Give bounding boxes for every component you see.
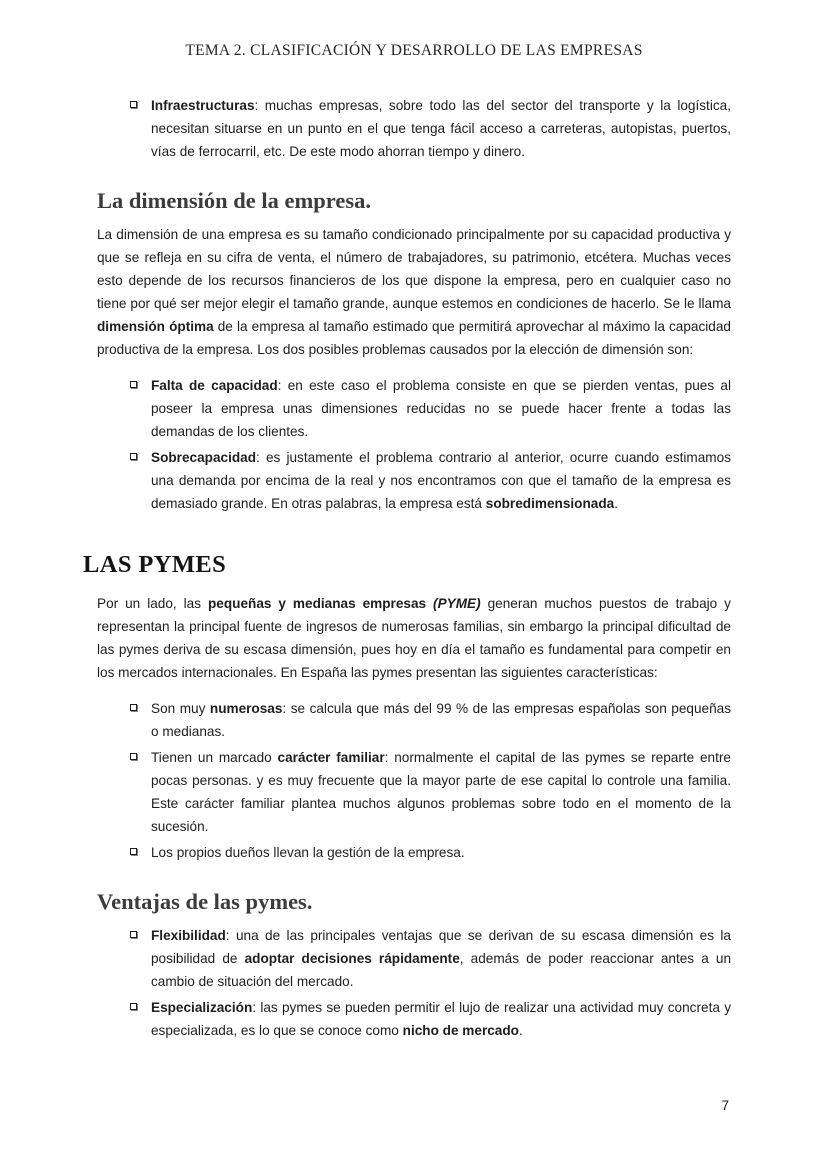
bullet-item-numerosas bbox=[130, 697, 731, 743]
bullet-text-duenos-gestion: Los propios dueños llevan la gestión de la empresa. bbox=[151, 845, 465, 860]
square-bullet-icon bbox=[130, 446, 151, 515]
document-header-title: TEMA 2. CLASIFICACIÓN Y DESARROLLO DE LAS EMPRESAS bbox=[185, 42, 643, 59]
square-bullet-icon bbox=[130, 996, 151, 1042]
square-bullet-icon bbox=[130, 374, 151, 443]
bullet-item-duenos-gestion bbox=[130, 841, 731, 864]
heading-ventajas-pymes: Ventajas de las pymes. bbox=[97, 889, 313, 914]
square-bullet-icon bbox=[130, 94, 151, 163]
bullet-item-sobrecapacidad bbox=[130, 446, 731, 515]
bullet-text-infraestructuras: Infraestructuras: muchas empresas, sobre todo las del sector del transporte y la logística, necesitan situarse en un punto en el que tenga fácil acceso a carreteras, autopistas, puertos, vías de ferrocarril, etc. De este modo ahorran tiempo y dinero. bbox=[151, 98, 731, 159]
heading-dimension-empresa: La dimensión de la empresa. bbox=[97, 188, 371, 213]
square-bullet-icon bbox=[130, 697, 151, 743]
square-bullet-icon bbox=[130, 924, 151, 993]
heading-las-pymes: LAS PYMES bbox=[83, 551, 227, 578]
square-bullet-icon bbox=[130, 746, 151, 838]
bullet-item-flexibilidad bbox=[130, 924, 731, 993]
bullet-list-pymes-caracteristicas bbox=[97, 697, 731, 864]
bullet-text-numerosas: Son muy numerosas: se calcula que más del 99 % de las empresas españolas son pequeñas o medianas. bbox=[151, 701, 731, 739]
bullet-list-dimension-problems bbox=[97, 374, 731, 515]
square-bullet-icon bbox=[130, 841, 151, 864]
bullet-item-especializacion bbox=[130, 996, 731, 1042]
bullet-text-falta-capacidad: Falta de capacidad: en este caso el problema consiste en que se pierden ventas, pues al poseer la empresa unas dimensiones reducidas no se puede hacer frente a todas las demandas de los clientes. bbox=[151, 378, 732, 439]
bullet-text-sobrecapacidad: Sobrecapacidad: es justamente el problema contrario al anterior, ocurre cuando estimamos una demanda por encima de la real y nos encontramos con que el tamaño de la empresa es demasiado grande. En otras palabras, la empresa está sobredimensionada. bbox=[151, 450, 731, 511]
bullet-item-infraestructuras bbox=[130, 94, 731, 163]
bullet-list-ventajas bbox=[97, 924, 731, 1042]
bullet-text-caracter-familiar: Tienen un marcado carácter familiar: normalmente el capital de las pymes se reparte entre pocas personas. y es muy frecuente que la mayor parte de ese capital lo controle una familia. Este carácter familiar plantea muchos algunos problemas sobre todo en el momento de la sucesión. bbox=[151, 750, 731, 834]
bullet-item-caracter-familiar bbox=[130, 746, 731, 838]
paragraph-pymes: Por un lado, las pequeñas y medianas empresas (PYME) generan muchos puestos de trabajo y representan la principal fuente de ingresos de numerosas familias, sin embargo la principal dificultad de las pymes deriva de su escasa dimensión, pues hoy en día el tamaño es fundamental para competir en los mercados internacionales. En España las pymes presentan las siguientes características: bbox=[97, 596, 731, 680]
bullet-text-especializacion: Especialización: las pymes se pueden permitir el lujo de realizar una actividad muy concreta y especializada, es lo que se conoce como nicho de mercado. bbox=[151, 1000, 731, 1038]
bullet-text-flexibilidad: Flexibilidad: una de las principales ventajas que se derivan de su escasa dimensión es la posibilidad de adoptar decisiones rápidamente, además de poder reaccionar antes a un cambio de situación del mercado. bbox=[151, 928, 732, 989]
paragraph-dimension: La dimensión de una empresa es su tamaño condicionado principalmente por su capacidad productiva y que se refleja en su cifra de venta, el número de trabajadores, su patrimonio, etcétera. Muchas veces esto depende de los recursos financieros de los que dispone la empresa, pero en cualquier caso no tiene por qué ser mejor elegir el tamaño grande, aunque estemos en condiciones de hacerlo. Se le llama dimensión óptima de la empresa al tamaño estimado que permitirá aprovechar al máximo la capacidad productiva de la empresa. Los dos posibles problemas causados por la elección de dimensión son: bbox=[97, 227, 731, 357]
bullet-item-falta-capacidad bbox=[130, 374, 731, 443]
bullet-list-location bbox=[97, 94, 731, 163]
page-number: 7 bbox=[721, 1098, 729, 1113]
